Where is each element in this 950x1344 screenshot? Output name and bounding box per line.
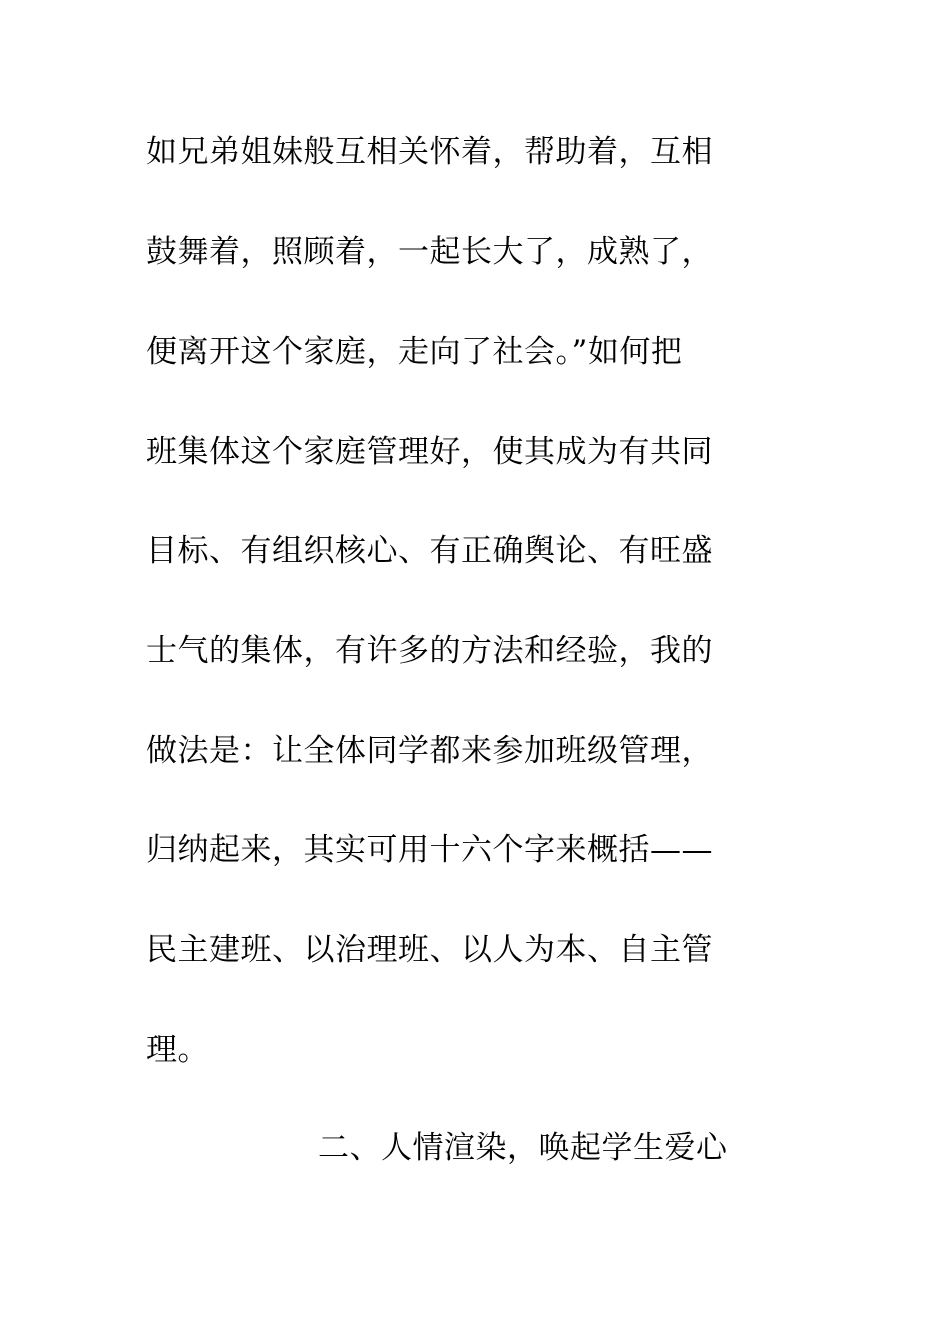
paragraph-line-7: 做法是：让全体同学都来参加班级管理， bbox=[146, 733, 713, 769]
paragraph-line-4: 班集体这个家庭管理好，使其成为有共同 bbox=[146, 434, 713, 470]
paragraph-line-3: 便离开这个家庭，走向了社会。”如何把 bbox=[146, 334, 683, 370]
section-heading: 二、人情渲染，唤起学生爱心 bbox=[318, 1130, 728, 1166]
paragraph-line-1: 如兄弟姐妹般互相关怀着，帮助着，互相 bbox=[146, 134, 713, 170]
paragraph-line-10: 理。 bbox=[146, 1032, 209, 1068]
paragraph-line-5: 目标、有组织核心、有正确舆论、有旺盛 bbox=[146, 533, 713, 569]
paragraph-line-8: 归纳起来，其实可用十六个字来概括—— bbox=[146, 832, 713, 868]
paragraph-line-6: 士气的集体，有许多的方法和经验，我的 bbox=[146, 633, 713, 669]
paragraph-line-2: 鼓舞着，照顾着，一起长大了，成熟了， bbox=[146, 234, 713, 270]
paragraph-line-9: 民主建班、以治理班、以人为本、自主管 bbox=[146, 932, 713, 968]
